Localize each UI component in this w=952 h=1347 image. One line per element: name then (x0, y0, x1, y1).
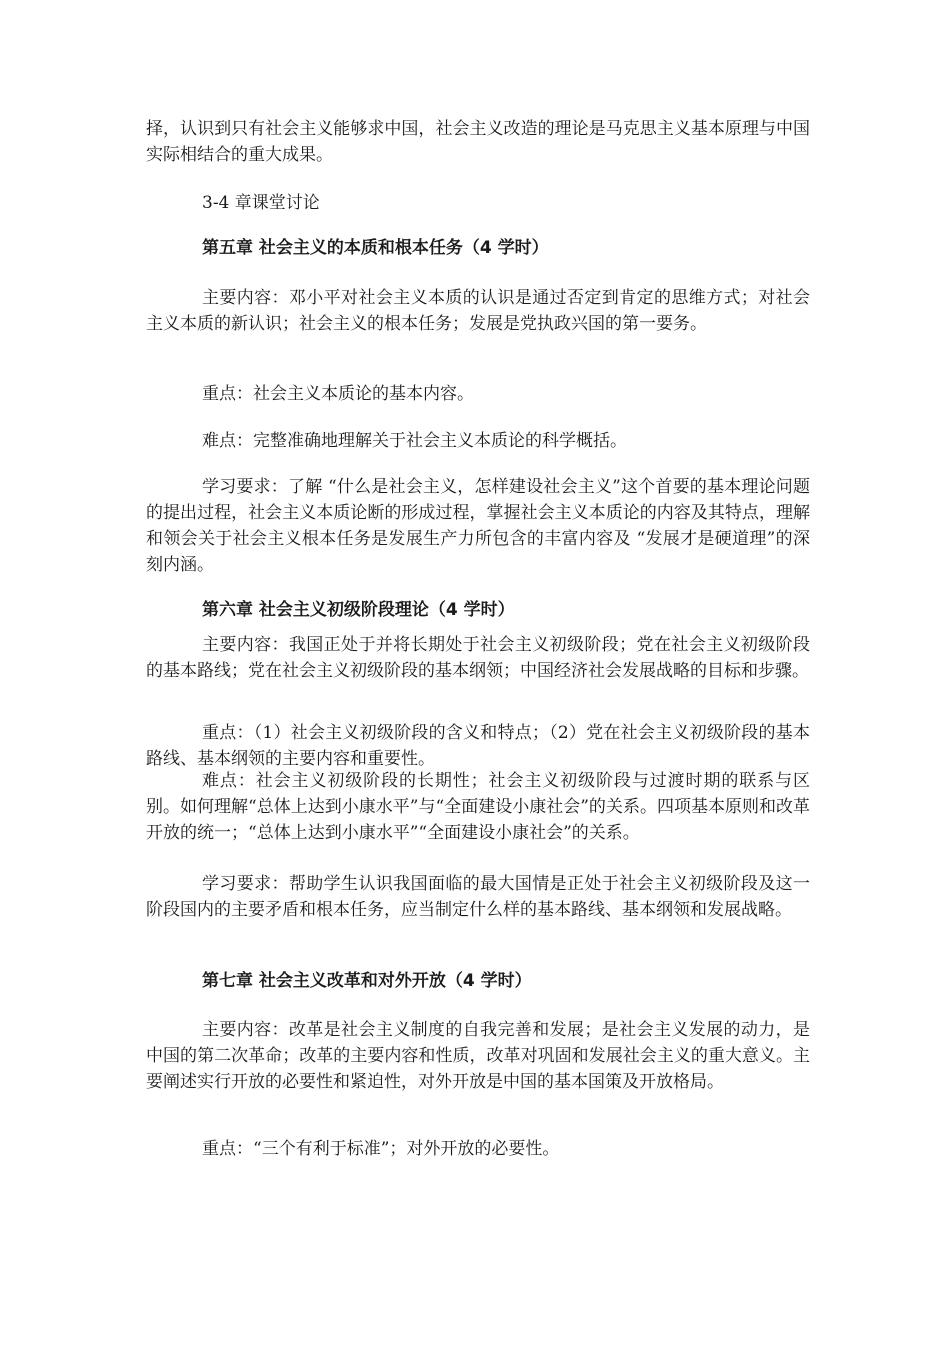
chapter6-requirements: 学习要求：帮助学生认识我国面临的最大国情是正处于社会主义初级阶段及这一阶段国内的主要矛盾和根本任务，应当制定什么样的基本路线、基本纲领和发展战略。 (146, 874, 810, 920)
paragraph-continuation: 择，认识到只有社会主义能够求中国，社会主义改造的理论是马克思主义基本原理与中国实际相结合的重大成果。 (146, 119, 810, 165)
chapter5-heading: 第五章 社会主义的本质和根本任务（4 学时） (202, 238, 549, 258)
chapter7-key-points: 重点：“三个有利于标准”；对外开放的必要性。 (202, 1139, 560, 1159)
chapter5-main-content: 主要内容：邓小平对社会主义本质的认识是通过否定到肯定的思维方式；对社会主义本质的新认识；社会主义的根本任务；发展是党执政兴国的第一要务。 (146, 288, 810, 334)
chapter7-heading: 第七章 社会主义改革和对外开放（4 学时） (202, 971, 532, 991)
chapter5-difficulties: 难点：完整准确地理解关于社会主义本质论的科学概括。 (202, 431, 627, 451)
paragraph-discussion: 3-4 章课堂讨论 (202, 193, 320, 213)
chapter6-difficulties: 难点：社会主义初级阶段的长期性；社会主义初级阶段与过渡时期的联系与区别。如何理解“总体上达到小康水平”与“全面建设小康社会”的关系。四项基本原则和改革开放的统一；“总体上达到小康水平”“全面建设小康社会”的关系。 (146, 771, 810, 843)
chapter6-main-content: 主要内容：我国正处于并将长期处于社会主义初级阶段；党在社会主义初级阶段的基本路线；党在社会主义初级阶段的基本纲领；中国经济社会发展战略的目标和步骤。 (146, 635, 810, 681)
chapter6-heading: 第六章 社会主义初级阶段理论（4 学时） (202, 600, 515, 620)
chapter5-requirements: 学习要求：了解 “什么是社会主义，怎样建设社会主义”这个首要的基本理论问题的提出过程，社会主义本质论断的形成过程，掌握社会主义本质论的内容及其特点，理解和领会关于社会主义根本任务是发展生产力所包含的丰富内容及 “发展才是硬道理”的深刻内涵。 (146, 477, 810, 575)
chapter7-main-content: 主要内容：改革是社会主义制度的自我完善和发展；是社会主义发展的动力，是中国的第二次革命；改革的主要内容和性质，改革对巩固和发展社会主义的重大意义。主要阐述实行开放的必要性和紧迫性，对外开放是中国的基本国策及开放格局。 (146, 1020, 810, 1092)
chapter6-key-points: 重点：（1）社会主义初级阶段的含义和特点；（2）党在社会主义初级阶段的基本路线、基本纲领的主要内容和重要性。 (146, 723, 810, 769)
chapter5-key-points: 重点：社会主义本质论的基本内容。 (202, 384, 474, 404)
